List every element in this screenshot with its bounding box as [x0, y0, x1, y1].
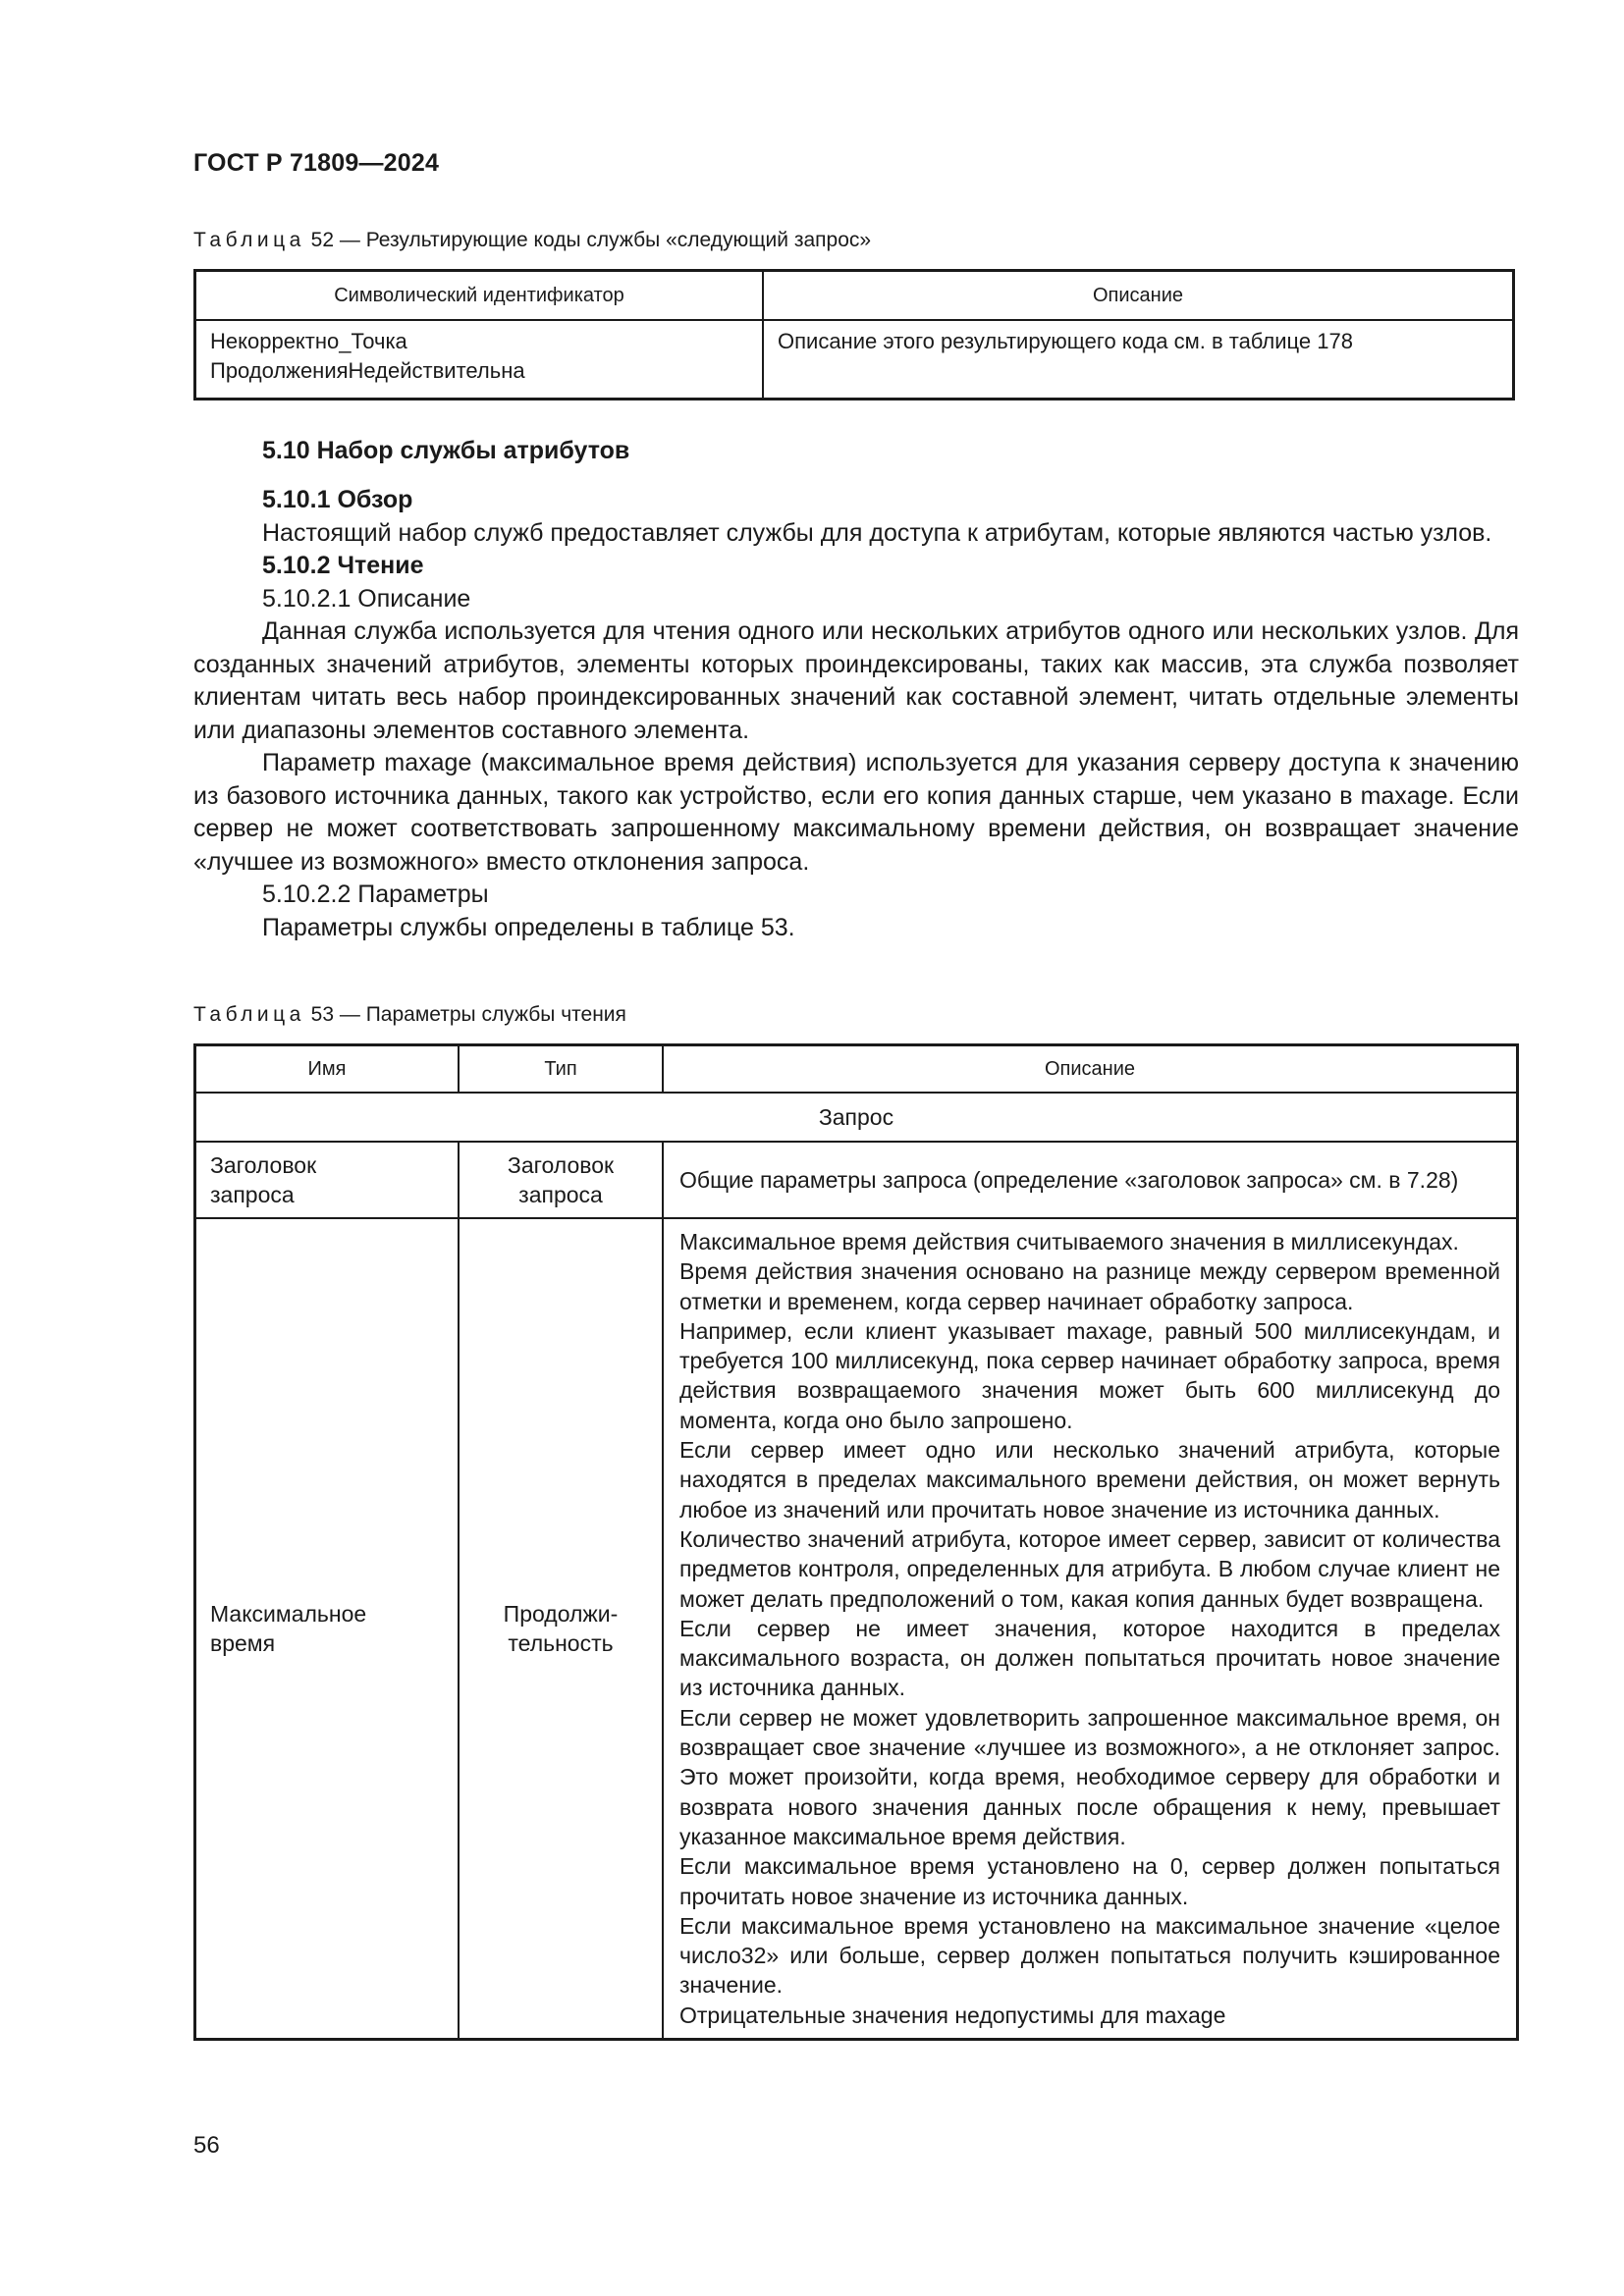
table52-cell-id — [195, 320, 764, 400]
paragraph-overview: Настоящий набор служб предоставляет службы для доступа к атрибутам, которые являются частью узлов. — [262, 518, 1492, 547]
table52-caption — [193, 229, 871, 252]
table53-caption-text: 53 — Параметры службы чтения — [304, 1003, 626, 1026]
table52-col-id: Символический идентификатор — [195, 271, 764, 321]
section-5-10 — [193, 435, 1519, 944]
section-heading-5-10-2-2: 5.10.2.2 Параметры — [262, 881, 489, 908]
table53-row2-desc-line: Если сервер не имеет значения, которое находится в пределах максимального возраста, он должен попытаться прочитать новое значение из источника данных. — [679, 1615, 1500, 1701]
table53-group-row — [195, 1093, 1518, 1142]
section-heading-5-10-2-1: 5.10.2.1 Описание — [262, 584, 471, 613]
table52-col-description: Описание — [763, 271, 1514, 321]
paragraph-description-2: Параметр maxage (максимальное время действия) используется для указания серверу доступа к значению из базового источника данных, такого как устройство, если его копия данных старше, чем указано в maxage. Если сервер не может соответствовать запрошенному максимальному времени действия, он возвращает значение «лучшее из возможного» вместо отклонения запроса. — [193, 749, 1519, 876]
table-row — [195, 1218, 1518, 2040]
table52-cell-description: Описание этого результирующего кода см. в таблице 178 — [763, 320, 1514, 400]
table-53 — [193, 1043, 1519, 2041]
table53-col-type: Тип — [459, 1045, 663, 1094]
table53-group-request: Запрос — [195, 1093, 1518, 1142]
table53-row1-name — [195, 1142, 460, 1218]
page-number: 56 — [193, 2132, 220, 2159]
section-heading-5-10-1: 5.10.1 Обзор — [262, 486, 413, 513]
table53-row2-desc-line: Если максимальное время установлено на 0, сервер должен попытаться прочитать новое значение из источника данных. — [679, 1853, 1500, 1909]
table53-row2-desc-line: Если сервер не может удовлетворить запрошенное максимальное время, он возвращает свое значение «лучшее из возможного», а не отклоняет запрос. Это может произойти, когда время, необходимое серверу для обработки и возврата нового значения данных после обращения к нему, превышает указанное максимальное время действия. — [679, 1704, 1500, 1849]
table53-row2-desc-line: Время действия значения основано на разнице между сервером временной отметки и временем, когда сервер начинает обработку запроса. — [679, 1258, 1500, 1314]
table53-row2-desc-line: Если сервер имеет одно или несколько значений атрибута, которые находятся в пределах максимального времени действия, он может вернуть любое из значений или прочитать новое значение из источника данных. — [679, 1437, 1500, 1522]
table53-row2-name — [195, 1218, 460, 2040]
table53-row1-name-line1: Заголовок — [210, 1152, 317, 1178]
table53-col-name: Имя — [195, 1045, 460, 1094]
table-52 — [193, 269, 1515, 400]
table53-row1-description: Общие параметры запроса (определение «заголовок запроса» см. в 7.28) — [663, 1142, 1518, 1218]
table53-header-row — [195, 1045, 1518, 1094]
table-row — [195, 1142, 1518, 1218]
table53-row2-description — [663, 1218, 1518, 2040]
table53-col-description: Описание — [663, 1045, 1518, 1094]
table53-caption — [193, 1003, 626, 1027]
table53-row2-desc-line: Количество значений атрибута, которое имеет сервер, зависит от количества предметов контроля, определенных для атрибута. В любом случае клиент не может делать предположений о том, какая копия данных будет возвращена. — [679, 1525, 1500, 1612]
table53-row1-name-line2: запроса — [210, 1182, 295, 1207]
table-row — [195, 320, 1514, 400]
table52-header-row — [195, 271, 1514, 321]
table53-row1-type-line2: запроса — [518, 1182, 603, 1207]
table52-id-line2: ПродолженияНедействительна — [210, 358, 525, 383]
table52-caption-text: 52 — Результирующие коды службы «следующий запрос» — [304, 229, 872, 251]
table53-row2-name-line1: Максимальное — [210, 1601, 367, 1627]
table52-caption-word: Таблица — [193, 229, 305, 251]
document-id-header: ГОСТ Р 71809—2024 — [193, 149, 440, 177]
table53-row2-name-line2: время — [210, 1630, 276, 1656]
table53-row2-type-line1: Продолжи- — [503, 1601, 619, 1627]
section-heading-5-10-2: 5.10.2 Чтение — [262, 552, 424, 579]
table52-id-line1: Некорректно_Точка — [210, 329, 407, 353]
table53-row2-type — [459, 1218, 663, 2040]
table53-row2-desc-line: Например, если клиент указывает maxage, равный 500 миллисекундам, и требуется 100 миллисекунд, пока сервер начинает обработку запроса, время действия возвращаемого значения может быть 600 миллисекунд до момента, когда оно было запрошено. — [679, 1317, 1500, 1433]
table53-row2-desc-line: Отрицательные значения недопустимы для maxage — [679, 2002, 1226, 2028]
paragraph-description-1: Данная служба используется для чтения одного или нескольких атрибутов одного или нескольких узлов. Для созданных значений атрибутов, элементы которых проиндексированы, таких как массив, эта служба позволяет клиентам читать весь набор проиндексированных значений как составной элемент, читать отдельные элементы или диапазоны элементов составного элемента. — [193, 617, 1519, 744]
paragraph-params: Параметры службы определены в таблице 53. — [262, 913, 795, 941]
table53-row2-desc-line: Максимальное время действия считываемого значения в миллисекундах. — [679, 1229, 1459, 1255]
table53-row2-type-line2: тельность — [508, 1630, 614, 1656]
section-heading-5-10: 5.10 Набор службы атрибутов — [262, 437, 630, 464]
table53-row1-type-line1: Заголовок — [507, 1152, 615, 1178]
table53-row1-type — [459, 1142, 663, 1218]
table53-row2-desc-line: Если максимальное время установлено на максимальное значение «целое число32» или больше, сервер должен попытаться получить кэшированное значение. — [679, 1912, 1500, 1999]
table53-caption-word: Таблица — [193, 1003, 305, 1026]
